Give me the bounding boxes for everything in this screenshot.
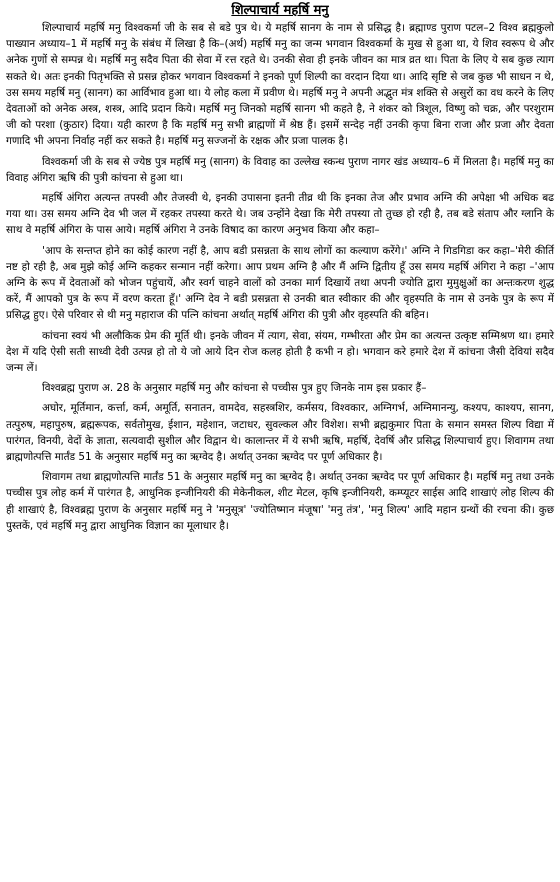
paragraph-5: कांचना स्वयं भी अलौकिक प्रेम की मूर्ति थी। इनके जीवन में त्याग, सेवा, संयम, गम्भीरता और प्रेम का अत्यन्त उत्कृष्ट सम्मिश्रण था। हमारे देश में यदि ऐसी सती साध्वी देवी उत्पन्न हो तो ये जो आये दिन रोज कलह होती है कभी न हो। भगवान करे हमारे देश में कांचना जैसी देवियां सदैव जन्म लें।	[6, 329, 554, 375]
paragraph-3: महर्षि अंगिरा अत्यन्त तपस्वी और तेजस्वी थे, इनकी उपासना इतनी तीव्र थी कि इनका तेज और प्रभाव अग्नि की अपेक्षा भी अधिक बढ गया था। उस समय अग्नि देव भी जल में रहकर तपस्या करते थे। जब उन्होंने देखा कि मेरी तपस्या तो तुच्छ हो रही है, तब बडे संताप और ग्लानि के साथ वे महर्षि अंगिरा के पास आये। महर्षि अंगिरा ने उनके विषाद का कारण अनुभव किया और कहा–	[6, 192, 554, 237]
paragraph-6: विश्वब्रह्म पुराण अ. 28 के अनुसार महर्षि मनु और कांचना से पच्चीस पुत्र हुए जिनके नाम इस प्रकार हैं–	[42, 382, 427, 395]
paragraph-1: शिल्पाचार्य महर्षि मनु विश्वकर्मा जी के सब से बडे पुत्र थे। ये महर्षि सानग के नाम से प्रसिद्ध है। ब्रह्माण्ड पुराण पटल–2 विश्व ब्रह्मकुलो पाख्यान अध्याय–1 में महर्षि मनु के संबंध में लिखा है कि–(अर्थ) महर्षि मनु का जन्म भगवान विश्वकर्मा के मुख से हुआ था, ये शिव स्वरूप थे और अनेक गुणों से सम्पन्न थे। महर्षि मनु सदैव पिता की सेवा में रत्त रहते थे। उनकी सेवा ही इनके जीवन का मात्र व्रत था। पिता के लिए ये सब कुछ त्याग सकते थे। अतः इनकी पितृभक्ति से प्रसन्न होकर भगवान विश्वकर्मा ने इनको पूर्ण शिल्पी का वरदान दिया था। आदि सृष्टि से जब कुछ भी साधन न थे, उस समय महर्षि मनु (सानग) का आर्विभाव हुआ था। ये लोह कला में प्रवीण थे। महर्षि मनु ने अपनी अद्भुत मंत्र शक्ति से असुरों का वध करने के लिए देवताओं को अनेक अस्त्र, शस्त्र, आदि प्रदान किये। महर्षि मनु जिनको महर्षि सानग भी कहते है, ने शंकर को त्रिशूल, विष्णु को चक्र, और परशुराम जी को परशा (कुठार) दिया। यही कारण है कि महर्षि मनु सभी ब्राह्मणों में श्रेष्ठ हैं। इसमें सन्देह नहीं उनकी कृपा बिना राजा और प्रजा और देवता गणादि भी अपना निर्वाह नहीं कर सकते है। महर्षि मनु सज्जनों के रक्षक और प्रजा पालक है।	[6, 22, 554, 148]
page-title: शिल्पाचार्य महर्षि मनु	[231, 3, 329, 18]
paragraph-2: विश्वकर्मा जी के सब से ज्येष्ठ पुत्र महर्षि मनु (सानग) के विवाह का उल्लेख स्कन्ध पुराण नागर खंड अध्याय–6 में मिलता है। महर्षि मनु का विवाह अंगिरा ऋषि की पुत्री कांचना से हुआ था।	[6, 155, 554, 184]
paragraph-4: 'आप के सन्तप्त होने का कोई कारण नहीं है, आप बडी प्रसन्नता के साथ लोगों का कल्याण करेंगे।' अग्नि ने गिडगिडा कर कहा–'मेरी कीर्ति नष्ट हो रही है, अब मुझे कोई अग्नि कहकर सन्मान नहीं करेगा। आप प्रथम अग्नि है और मैं अग्नि द्वितीय हूँ उस समय महर्षि अंगिरा ने कहा –'आप अग्नि के रूप में देवताओं को भोजन पहुंचायें, और स्वर्ग चाहने वालों को उनका मार्ग दिखायें तथा अपनी ज्योति द्वारा मुमुक्षुओं का अन्तःकरण शुद्ध करें, मैं आपको पुत्र के रूप में वरण करता हूँ।' अग्नि देव ने बडी प्रसन्नता से उनकी बात स्वीकार की और वृहस्पति के नाम से उनके पुत्र के रूप में प्रसिद्ध हुए। ऐसे परिवार से थी मनु महाराज की पत्नि कांचना अर्थात् महर्षि अंगिरा की पुत्री और वृहस्पति की बहिन।	[6, 244, 554, 322]
paragraph-7: अघोर, मूर्तिमान, कर्त्ता, कर्म, अमूर्ति, सनातन, वामदेव, सहस्त्रशिर, कर्मसय, विश्वकार, अग्निगर्भ, अग्निमानन्यु, कश्यप, काश्यप, सानग, तत्पुरुष, महापुरुष, ब्रह्मरूपक, सर्वतोमुख, ईशान, महेशान, जटाधर, सुवल्कल और विशेश। सभी ब्रह्मकुमार पिता के समान समस्त शिल्प विद्या में पारंगत, विनयी, वेदों के ज्ञाता, सत्यवादी सुशील और विद्वान थे। कालान्तर में ये सभी ऋषि, महर्षि, देवर्षि और प्रसिद्ध शिल्पाचार्य हुए। शिवागम तथा ब्राह्मणोत्पत्ति मार्तंड 51 के अनुसार महर्षि मनु का ऋग्वेद है। अर्थात् उनका ऋग्वेद पर पूर्ण अधिकार है।	[6, 402, 554, 464]
paragraph-8: शिवागम तथा ब्राह्मणोत्पत्ति मार्तंड 51 के अनुसार महर्षि मनु का ऋग्वेद है। अर्थात् उनका ऋग्वेद पर पूर्ण अधिकार है। महर्षि मनु तथा उनके पच्चीस पुत्र लोह कर्म में पारंगत है, आधुनिक इन्जीनियरी की मेकेनीकल, शीट मेटल, कृषि इन्जीनियरी, कम्प्यूटर साईस आदि शाखाएं लोह शिल्प की ही शाखाएं है, विश्वब्रह्म पुराण के अनुसार महर्षि मनु ने 'मनुसूत्र' 'ज्योतिष्मान मंजूषा' 'मनु तंत्र', 'मनु शिल्प' आदि महान ग्रन्थों की रचना की। कुछ पुस्तकें, एवं महर्षि मनु द्वारा आधुनिक विज्ञान का मूलाधार है।	[6, 471, 554, 532]
